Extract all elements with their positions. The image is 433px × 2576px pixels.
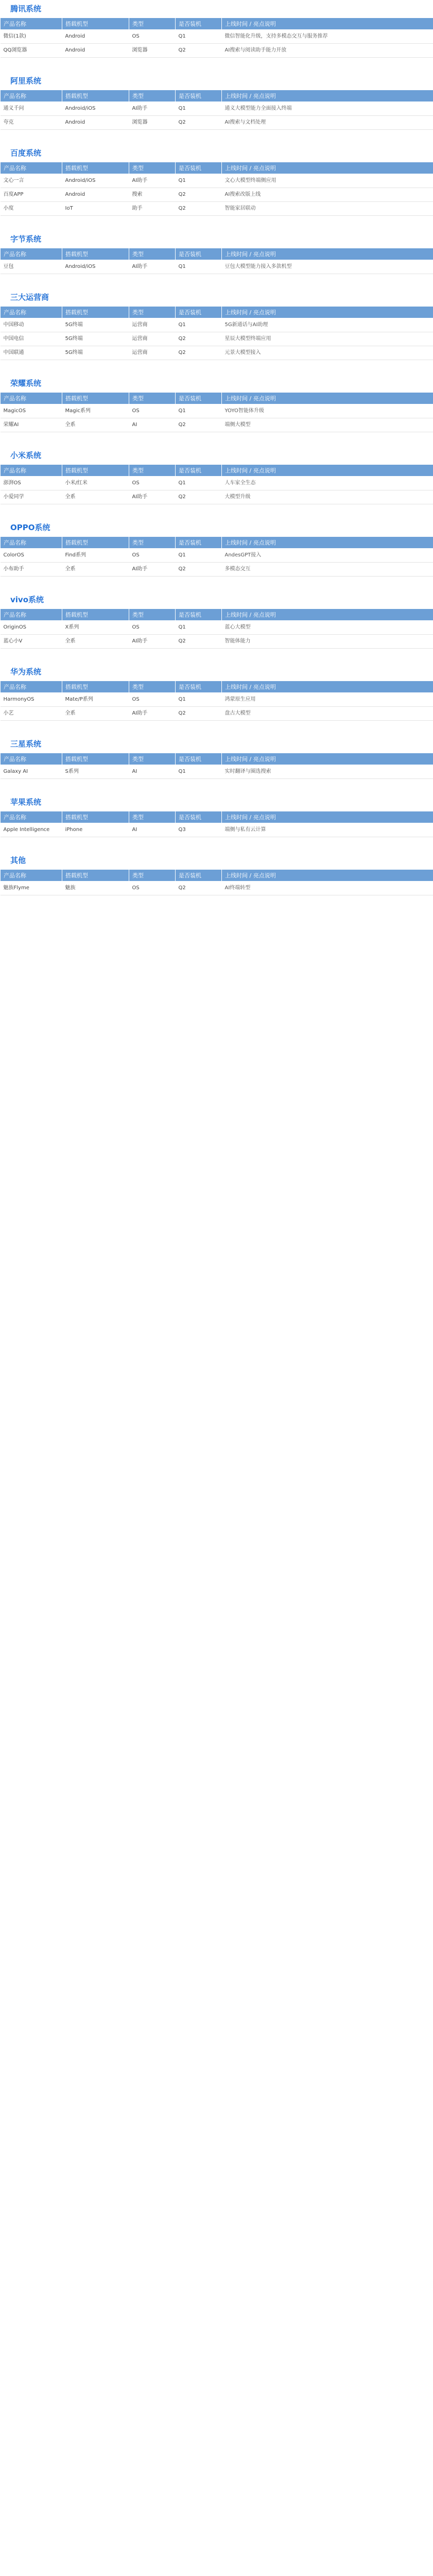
section	[0, 375, 433, 447]
table-row	[1, 346, 433, 360]
table-row	[1, 823, 433, 837]
section	[0, 144, 433, 230]
table-cell: AI	[129, 765, 176, 779]
column-header: 产品名称	[1, 307, 62, 318]
table-cell: AI助手	[129, 563, 176, 577]
table-cell: 5G终端	[62, 318, 129, 332]
section-title: 小米系统	[10, 451, 42, 460]
column-header: 搭载机型	[62, 870, 129, 882]
table-cell: QQ浏览器	[1, 44, 62, 58]
table-cell: 全系	[62, 490, 129, 504]
section-title: 苹果系统	[10, 798, 42, 807]
data-table	[0, 464, 433, 504]
table-cell: 全系	[62, 418, 129, 432]
table-cell: AI搜索与阅读助手能力开放	[222, 44, 433, 58]
data-table	[0, 162, 433, 216]
table-cell: 蓝心大模型	[222, 621, 433, 635]
column-header: 类型	[129, 248, 176, 260]
table-cell: OS	[129, 404, 176, 418]
table-cell: Android	[62, 116, 129, 130]
table-cell: IoT	[62, 202, 129, 216]
table-cell: Q3	[176, 823, 222, 837]
table-row	[1, 707, 433, 721]
table-cell: 助手	[129, 202, 176, 216]
data-table	[0, 90, 433, 130]
table-cell: AI搜索与文档处理	[222, 116, 433, 130]
table-row	[1, 882, 433, 895]
table-cell: Q2	[176, 563, 222, 577]
section	[0, 519, 433, 591]
table-cell: Apple Intelligence	[1, 823, 62, 837]
table-cell: OriginOS	[1, 621, 62, 635]
table-cell: 元景大模型接入	[222, 346, 433, 360]
table-cell: 小度	[1, 202, 62, 216]
data-table	[0, 811, 433, 837]
table-cell: Q1	[176, 102, 222, 116]
table-cell: 夸克	[1, 116, 62, 130]
table-cell: Q1	[176, 693, 222, 707]
column-header: 上线时间 / 亮点说明	[222, 307, 433, 318]
table-cell: Q2	[176, 882, 222, 895]
section	[0, 230, 433, 289]
data-table	[0, 536, 433, 577]
table-cell: 澎湃OS	[1, 477, 62, 490]
table-cell: 通义千问	[1, 102, 62, 116]
table-cell: Android	[62, 44, 129, 58]
table-cell: OS	[129, 30, 176, 44]
table-cell: 全系	[62, 707, 129, 721]
column-header: 产品名称	[1, 393, 62, 404]
column-header: 搭载机型	[62, 307, 129, 318]
table-row	[1, 44, 433, 58]
table-cell: Galaxy AI	[1, 765, 62, 779]
table-cell: AI助手	[129, 102, 176, 116]
data-table	[0, 681, 433, 721]
table-cell: AI助手	[129, 635, 176, 649]
column-header: 上线时间 / 亮点说明	[222, 18, 433, 30]
data-table	[0, 248, 433, 274]
table-row	[1, 621, 433, 635]
table-cell: AI助手	[129, 490, 176, 504]
column-header: 是否装机	[176, 18, 222, 30]
column-header: 上线时间 / 亮点说明	[222, 609, 433, 621]
table-cell: MagicOS	[1, 404, 62, 418]
table-cell: OS	[129, 882, 176, 895]
data-table	[0, 869, 433, 895]
section-title: 百度系统	[10, 148, 42, 158]
column-header: 搭载机型	[62, 681, 129, 693]
table-cell: Q2	[176, 635, 222, 649]
table-cell: 文心一言	[1, 174, 62, 188]
table-cell: 魅族	[62, 882, 129, 895]
table-row	[1, 635, 433, 649]
table-cell: Android	[62, 30, 129, 44]
table-cell: Find系列	[62, 549, 129, 563]
table-cell: 百度APP	[1, 188, 62, 202]
section-title: 字节系统	[10, 234, 42, 244]
table-cell: 小米/红米	[62, 477, 129, 490]
table-cell: 文心大模型终端侧应用	[222, 174, 433, 188]
section	[0, 289, 433, 375]
table-row	[1, 260, 433, 274]
table-cell: AI助手	[129, 707, 176, 721]
table-cell: 星辰大模型终端应用	[222, 332, 433, 346]
table-cell: Android/iOS	[62, 102, 129, 116]
column-header: 搭载机型	[62, 753, 129, 765]
table-cell: 浏览器	[129, 44, 176, 58]
table-cell: 全系	[62, 563, 129, 577]
table-row	[1, 549, 433, 563]
table-cell: 魅族Flyme	[1, 882, 62, 895]
table-row	[1, 477, 433, 490]
table-cell: AI终端转型	[222, 882, 433, 895]
table-row	[1, 188, 433, 202]
table-cell: 端侧与私有云计算	[222, 823, 433, 837]
column-header: 类型	[129, 307, 176, 318]
table-cell: 智能体能力	[222, 635, 433, 649]
column-header: 上线时间 / 亮点说明	[222, 162, 433, 174]
table-cell: Q2	[176, 346, 222, 360]
section-title: 荣耀系统	[10, 379, 42, 388]
section-title: 阿里系统	[10, 76, 42, 86]
table-cell: 5G新通话与AI助理	[222, 318, 433, 332]
table-cell: AndesGPT接入	[222, 549, 433, 563]
table-cell: 小艺	[1, 707, 62, 721]
table-row	[1, 490, 433, 504]
data-table	[0, 18, 433, 58]
table-cell: S系列	[62, 765, 129, 779]
table-cell: Q2	[176, 707, 222, 721]
column-header: 搭载机型	[62, 90, 129, 102]
column-header: 类型	[129, 537, 176, 549]
column-header: 上线时间 / 亮点说明	[222, 870, 433, 882]
page	[0, 0, 433, 910]
column-header: 上线时间 / 亮点说明	[222, 248, 433, 260]
column-header: 产品名称	[1, 681, 62, 693]
table-cell: AI助手	[129, 260, 176, 274]
table-cell: Q1	[176, 318, 222, 332]
table-cell: AI	[129, 418, 176, 432]
table-cell: Q1	[176, 174, 222, 188]
table-cell: 5G终端	[62, 346, 129, 360]
table-cell: 人车家全生态	[222, 477, 433, 490]
table-cell: OS	[129, 621, 176, 635]
table-cell: Q1	[176, 621, 222, 635]
column-header: 类型	[129, 681, 176, 693]
table-cell: 中国移动	[1, 318, 62, 332]
table-cell: Q2	[176, 490, 222, 504]
table-cell: Q1	[176, 477, 222, 490]
column-header: 是否装机	[176, 307, 222, 318]
column-header: 类型	[129, 18, 176, 30]
table-cell: Q2	[176, 116, 222, 130]
table-cell: 运营商	[129, 318, 176, 332]
column-header: 搭载机型	[62, 393, 129, 404]
column-header: 产品名称	[1, 465, 62, 477]
table-cell: X系列	[62, 621, 129, 635]
column-header: 是否装机	[176, 753, 222, 765]
table-row	[1, 102, 433, 116]
section-title: 腾讯系统	[10, 4, 42, 13]
table-cell: Q1	[176, 765, 222, 779]
column-header: 搭载机型	[62, 162, 129, 174]
column-header: 搭载机型	[62, 537, 129, 549]
data-table	[0, 753, 433, 779]
column-header: 上线时间 / 亮点说明	[222, 393, 433, 404]
table-cell: AI搜索改版上线	[222, 188, 433, 202]
section	[0, 72, 433, 144]
column-header: 类型	[129, 90, 176, 102]
table-cell: 端侧大模型	[222, 418, 433, 432]
table-row	[1, 563, 433, 577]
table-row	[1, 332, 433, 346]
table-cell: AI	[129, 823, 176, 837]
column-header: 上线时间 / 亮点说明	[222, 681, 433, 693]
data-table	[0, 306, 433, 360]
column-header: 上线时间 / 亮点说明	[222, 753, 433, 765]
column-header: 产品名称	[1, 870, 62, 882]
table-cell: 实时翻译与圈选搜索	[222, 765, 433, 779]
table-cell: ColorOS	[1, 549, 62, 563]
table-cell: iPhone	[62, 823, 129, 837]
table-cell: Q1	[176, 30, 222, 44]
table-cell: YOYO智能体升级	[222, 404, 433, 418]
column-header: 是否装机	[176, 811, 222, 823]
section-title: 华为系统	[10, 667, 42, 676]
table-row	[1, 418, 433, 432]
table-cell: 小爱同学	[1, 490, 62, 504]
table-cell: 中国联通	[1, 346, 62, 360]
column-header: 产品名称	[1, 162, 62, 174]
table-row	[1, 202, 433, 216]
table-cell: 中国电信	[1, 332, 62, 346]
table-cell: Mate/P系列	[62, 693, 129, 707]
section	[0, 0, 433, 72]
table-cell: 大模型升级	[222, 490, 433, 504]
table-cell: OS	[129, 693, 176, 707]
table-cell: 豆包	[1, 260, 62, 274]
table-cell: 运营商	[129, 346, 176, 360]
table-cell: 运营商	[129, 332, 176, 346]
table-cell: 微信智能化升级，支持多模态交互与服务推荐	[222, 30, 433, 44]
table-row	[1, 318, 433, 332]
table-cell: Q2	[176, 202, 222, 216]
table-row	[1, 116, 433, 130]
table-cell: OS	[129, 549, 176, 563]
table-cell: Q2	[176, 418, 222, 432]
column-header: 类型	[129, 609, 176, 621]
column-header: 搭载机型	[62, 18, 129, 30]
column-header: 类型	[129, 753, 176, 765]
column-header: 类型	[129, 393, 176, 404]
column-header: 上线时间 / 亮点说明	[222, 537, 433, 549]
column-header: 是否装机	[176, 537, 222, 549]
table-row	[1, 404, 433, 418]
section	[0, 793, 433, 852]
column-header: 搭载机型	[62, 248, 129, 260]
table-cell: 盘古大模型	[222, 707, 433, 721]
table-row	[1, 30, 433, 44]
data-table	[0, 392, 433, 432]
table-cell: 微信(1款)	[1, 30, 62, 44]
column-header: 产品名称	[1, 18, 62, 30]
column-header: 类型	[129, 870, 176, 882]
column-header: 产品名称	[1, 248, 62, 260]
column-header: 产品名称	[1, 811, 62, 823]
table-cell: 通义大模型能力全面接入终端	[222, 102, 433, 116]
section	[0, 591, 433, 663]
column-header: 是否装机	[176, 90, 222, 102]
column-header: 产品名称	[1, 537, 62, 549]
table-cell: Q1	[176, 260, 222, 274]
table-cell: OS	[129, 477, 176, 490]
column-header: 产品名称	[1, 609, 62, 621]
table-cell: Android	[62, 188, 129, 202]
table-cell: 蓝心小V	[1, 635, 62, 649]
table-cell: Q2	[176, 332, 222, 346]
column-header: 类型	[129, 162, 176, 174]
column-header: 上线时间 / 亮点说明	[222, 811, 433, 823]
section-title: vivo系统	[10, 595, 44, 604]
table-cell: 搜索	[129, 188, 176, 202]
table-cell: Android/iOS	[62, 174, 129, 188]
table-cell: 智能家居联动	[222, 202, 433, 216]
table-cell: Q1	[176, 549, 222, 563]
section	[0, 447, 433, 519]
table-cell: Q2	[176, 44, 222, 58]
column-header: 搭载机型	[62, 465, 129, 477]
column-header: 类型	[129, 811, 176, 823]
table-cell: AI助手	[129, 174, 176, 188]
table-cell: 全系	[62, 635, 129, 649]
column-header: 产品名称	[1, 90, 62, 102]
column-header: 上线时间 / 亮点说明	[222, 465, 433, 477]
table-cell: 浏览器	[129, 116, 176, 130]
section	[0, 735, 433, 793]
column-header: 是否装机	[176, 609, 222, 621]
table-cell: 多模态交互	[222, 563, 433, 577]
column-header: 是否装机	[176, 248, 222, 260]
column-header: 类型	[129, 465, 176, 477]
section	[0, 852, 433, 910]
column-header: 搭载机型	[62, 811, 129, 823]
table-cell: 小布助手	[1, 563, 62, 577]
table-cell: Q2	[176, 188, 222, 202]
table-cell: 荣耀AI	[1, 418, 62, 432]
section-title: OPPO系统	[10, 523, 50, 532]
table-cell: HarmonyOS	[1, 693, 62, 707]
column-header: 搭载机型	[62, 609, 129, 621]
section-title: 三星系统	[10, 739, 42, 749]
table-row	[1, 174, 433, 188]
section-title: 三大运营商	[10, 293, 49, 302]
section-title: 其他	[10, 856, 26, 865]
table-cell: Android/iOS	[62, 260, 129, 274]
table-row	[1, 765, 433, 779]
column-header: 是否装机	[176, 681, 222, 693]
section	[0, 663, 433, 735]
column-header: 是否装机	[176, 162, 222, 174]
table-cell: 5G终端	[62, 332, 129, 346]
table-cell: Q1	[176, 404, 222, 418]
column-header: 产品名称	[1, 753, 62, 765]
column-header: 是否装机	[176, 393, 222, 404]
table-cell: 鸿蒙原生应用	[222, 693, 433, 707]
column-header: 是否装机	[176, 870, 222, 882]
column-header: 上线时间 / 亮点说明	[222, 90, 433, 102]
column-header: 是否装机	[176, 465, 222, 477]
data-table	[0, 608, 433, 649]
table-row	[1, 693, 433, 707]
table-cell: 豆包大模型能力接入多款机型	[222, 260, 433, 274]
table-cell: Magic系列	[62, 404, 129, 418]
